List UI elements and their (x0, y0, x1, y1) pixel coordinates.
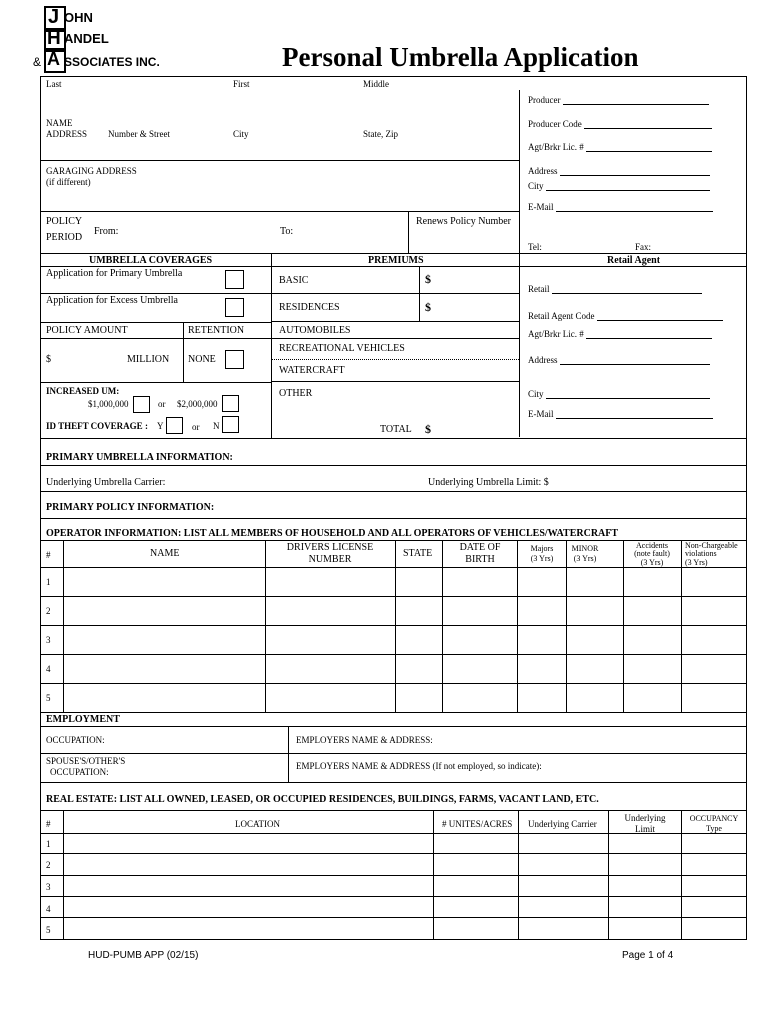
logo-line2: ANDEL (64, 31, 109, 46)
op-col-nc2: violations (685, 549, 717, 558)
retail-header: Retail Agent (607, 255, 661, 266)
spouse-occupation-label-1: SPOUSE'S/OTHER'S (46, 756, 126, 766)
re-col-units: # UNITES/ACRES (442, 819, 513, 829)
op-col-acc1: Accidents (636, 541, 668, 550)
last-label: Last (46, 79, 62, 89)
op-col-dob1: DATE OF (459, 542, 501, 553)
underlying-limit-label: Underlying Umbrella Limit: $ (428, 477, 549, 488)
primary-umbrella-header: PRIMARY UMBRELLA INFORMATION: (46, 452, 233, 463)
retention-label: RETENTION (188, 325, 245, 336)
producer-code-label: Producer Code (528, 120, 712, 129)
producer-label: Producer (528, 96, 709, 105)
re-row-2-num: 2 (46, 860, 51, 870)
operators-header: OPERATOR INFORMATION: LIST ALL MEMBERS OF HOUSEHOLD AND ALL OPERATORS OF VEHICLES/WATERCRAFT (46, 528, 619, 539)
basic-dollar: $ (425, 272, 431, 286)
excess-umbrella-checkbox[interactable] (225, 298, 244, 317)
logo-line3: SSOCIATES INC. (64, 55, 160, 69)
re-col-num: # (46, 819, 51, 829)
retail-label: Retail (528, 285, 702, 294)
first-label: First (233, 79, 250, 89)
id-theft-yes-checkbox[interactable] (166, 417, 183, 434)
op-row-3-num: 3 (46, 635, 51, 645)
logo-a: A (47, 49, 60, 69)
total-dollar: $ (425, 422, 431, 436)
state-zip-label: State, Zip (363, 129, 398, 139)
um-1m-checkbox[interactable] (133, 396, 150, 413)
form-number: HUD-PUMB APP (02/15) (88, 950, 199, 961)
op-row-2-num: 2 (46, 606, 51, 616)
re-row-4-num: 4 (46, 904, 51, 914)
re-col-occ1: OCCUPANCY (689, 814, 739, 823)
op-col-nc3: (3 Yrs) (685, 558, 708, 567)
re-col-occ2: Type (706, 824, 722, 833)
million-label: MILLION (127, 354, 170, 365)
um-1m-label: $1,000,000 (88, 399, 129, 409)
coverages-header: UMBRELLA COVERAGES (89, 255, 213, 266)
from-label: From: (94, 226, 119, 237)
producer-address-label: Address (528, 167, 710, 176)
page-title: Personal Umbrella Application (282, 42, 639, 72)
residences-dollar: $ (425, 300, 431, 314)
op-col-state: STATE (403, 548, 433, 559)
policy-label: POLICY (46, 216, 83, 227)
producer-lic-label: Agt/Brkr Lic. # (528, 143, 712, 152)
premiums-header: PREMIUMS (368, 255, 424, 266)
basic-label: BASIC (279, 275, 309, 286)
retail-code-label: Retail Agent Code (528, 312, 723, 321)
policy-amount-label: POLICY AMOUNT (46, 325, 128, 336)
primary-umbrella-label: Application for Primary Umbrella (46, 268, 183, 279)
logo-amp: & (33, 55, 42, 69)
op-row-1-num: 1 (46, 577, 51, 587)
if-different-label: (if different) (46, 177, 91, 187)
id-theft-y: Y (157, 421, 164, 431)
producer-fax-label: Fax: (635, 242, 652, 252)
increased-um-label: INCREASED UM: (46, 386, 120, 396)
name-label: NAME (46, 118, 73, 128)
logo-h: H (47, 28, 61, 49)
middle-label: Middle (363, 79, 389, 89)
re-col-limit2: Limit (635, 824, 655, 834)
id-theft-or: or (192, 422, 200, 432)
residences-label: RESIDENCES (279, 302, 340, 313)
garaging-label: GARAGING ADDRESS (46, 166, 137, 176)
op-col-dl2: NUMBER (308, 554, 352, 565)
producer-tel-label: Tel: (528, 242, 542, 252)
op-col-acc3: (3 Yrs) (640, 558, 664, 567)
city-label: City (233, 129, 249, 139)
op-col-dob2: BIRTH (465, 554, 495, 565)
spouse-occupation-label-2: OCCUPATION: (50, 767, 109, 777)
op-col-acc2: (note fault) (634, 549, 670, 558)
op-col-majors1: Majors (530, 544, 554, 553)
re-row-5-num: 5 (46, 925, 51, 935)
re-col-carrier: Underlying Carrier (528, 819, 597, 829)
op-col-majors2: (3 Yrs) (530, 554, 554, 563)
real-estate-header: REAL ESTATE: LIST ALL OWNED, LEASED, OR OCCUPIED RESIDENCES, BUILDINGS, FARMS, VACANT LAND, ETC. (46, 794, 599, 805)
renews-label: Renews Policy Number (416, 216, 511, 227)
underlying-carrier-label: Underlying Umbrella Carrier: (46, 477, 166, 488)
retail-email-label: E-Mail (528, 410, 713, 419)
op-col-num: # (46, 550, 51, 560)
um-2m-checkbox[interactable] (222, 395, 239, 412)
retail-city-label: City (528, 390, 710, 399)
re-col-limit1: Underlying (624, 813, 666, 823)
id-theft-no-checkbox[interactable] (222, 416, 239, 433)
total-label: TOTAL (380, 424, 412, 435)
none-label: NONE (188, 354, 216, 365)
logo-j: J (48, 6, 60, 28)
occupation-label: OCCUPATION: (46, 735, 105, 745)
re-col-location: LOCATION (235, 819, 280, 829)
page-number: Page 1 of 4 (622, 950, 674, 961)
other-label: OTHER (279, 388, 313, 399)
logo-line1: OHN (64, 10, 93, 25)
street-label: Number & Street (108, 129, 170, 139)
automobiles-label: AUTOMOBILES (279, 325, 351, 336)
retail-address-label: Address (528, 356, 710, 365)
employment-header: EMPLOYMENT (46, 714, 120, 725)
primary-policy-header: PRIMARY POLICY INFORMATION: (46, 502, 215, 513)
retail-lic-label: Agt/Brkr Lic. # (528, 330, 712, 339)
op-row-5-num: 5 (46, 693, 51, 703)
op-col-nc1: Non-Chargeable (685, 541, 738, 550)
employer-label: EMPLOYERS NAME & ADDRESS: (296, 735, 433, 745)
op-col-minor1: MINOR (571, 544, 599, 553)
op-row-4-num: 4 (46, 664, 51, 674)
amount-dollar: $ (46, 354, 51, 365)
period-label: PERIOD (46, 232, 83, 243)
op-col-dl1: DRIVERS LICENSE (286, 542, 374, 553)
none-retention-checkbox[interactable] (225, 350, 244, 369)
rec-vehicles-label: RECREATIONAL VEHICLES (279, 343, 405, 354)
primary-umbrella-checkbox[interactable] (225, 270, 244, 289)
to-label: To: (280, 226, 294, 237)
watercraft-label: WATERCRAFT (279, 365, 345, 376)
spouse-employer-label: EMPLOYERS NAME & ADDRESS (If not employed, so indicate): (296, 761, 542, 771)
op-col-minor2: (3 Yrs) (573, 554, 597, 563)
um-or-label: or (158, 399, 166, 409)
um-2m-label: $2,000,000 (177, 399, 218, 409)
producer-email-label: E-Mail (528, 203, 713, 212)
address-label: ADDRESS (46, 129, 88, 139)
re-row-1-num: 1 (46, 839, 51, 849)
excess-umbrella-label: Application for Excess Umbrella (46, 295, 178, 306)
producer-city-label: City (528, 182, 710, 191)
id-theft-label: ID THEFT COVERAGE : (46, 421, 148, 431)
id-theft-n: N (213, 421, 220, 431)
re-row-3-num: 3 (46, 882, 51, 892)
op-col-name: NAME (150, 548, 180, 559)
